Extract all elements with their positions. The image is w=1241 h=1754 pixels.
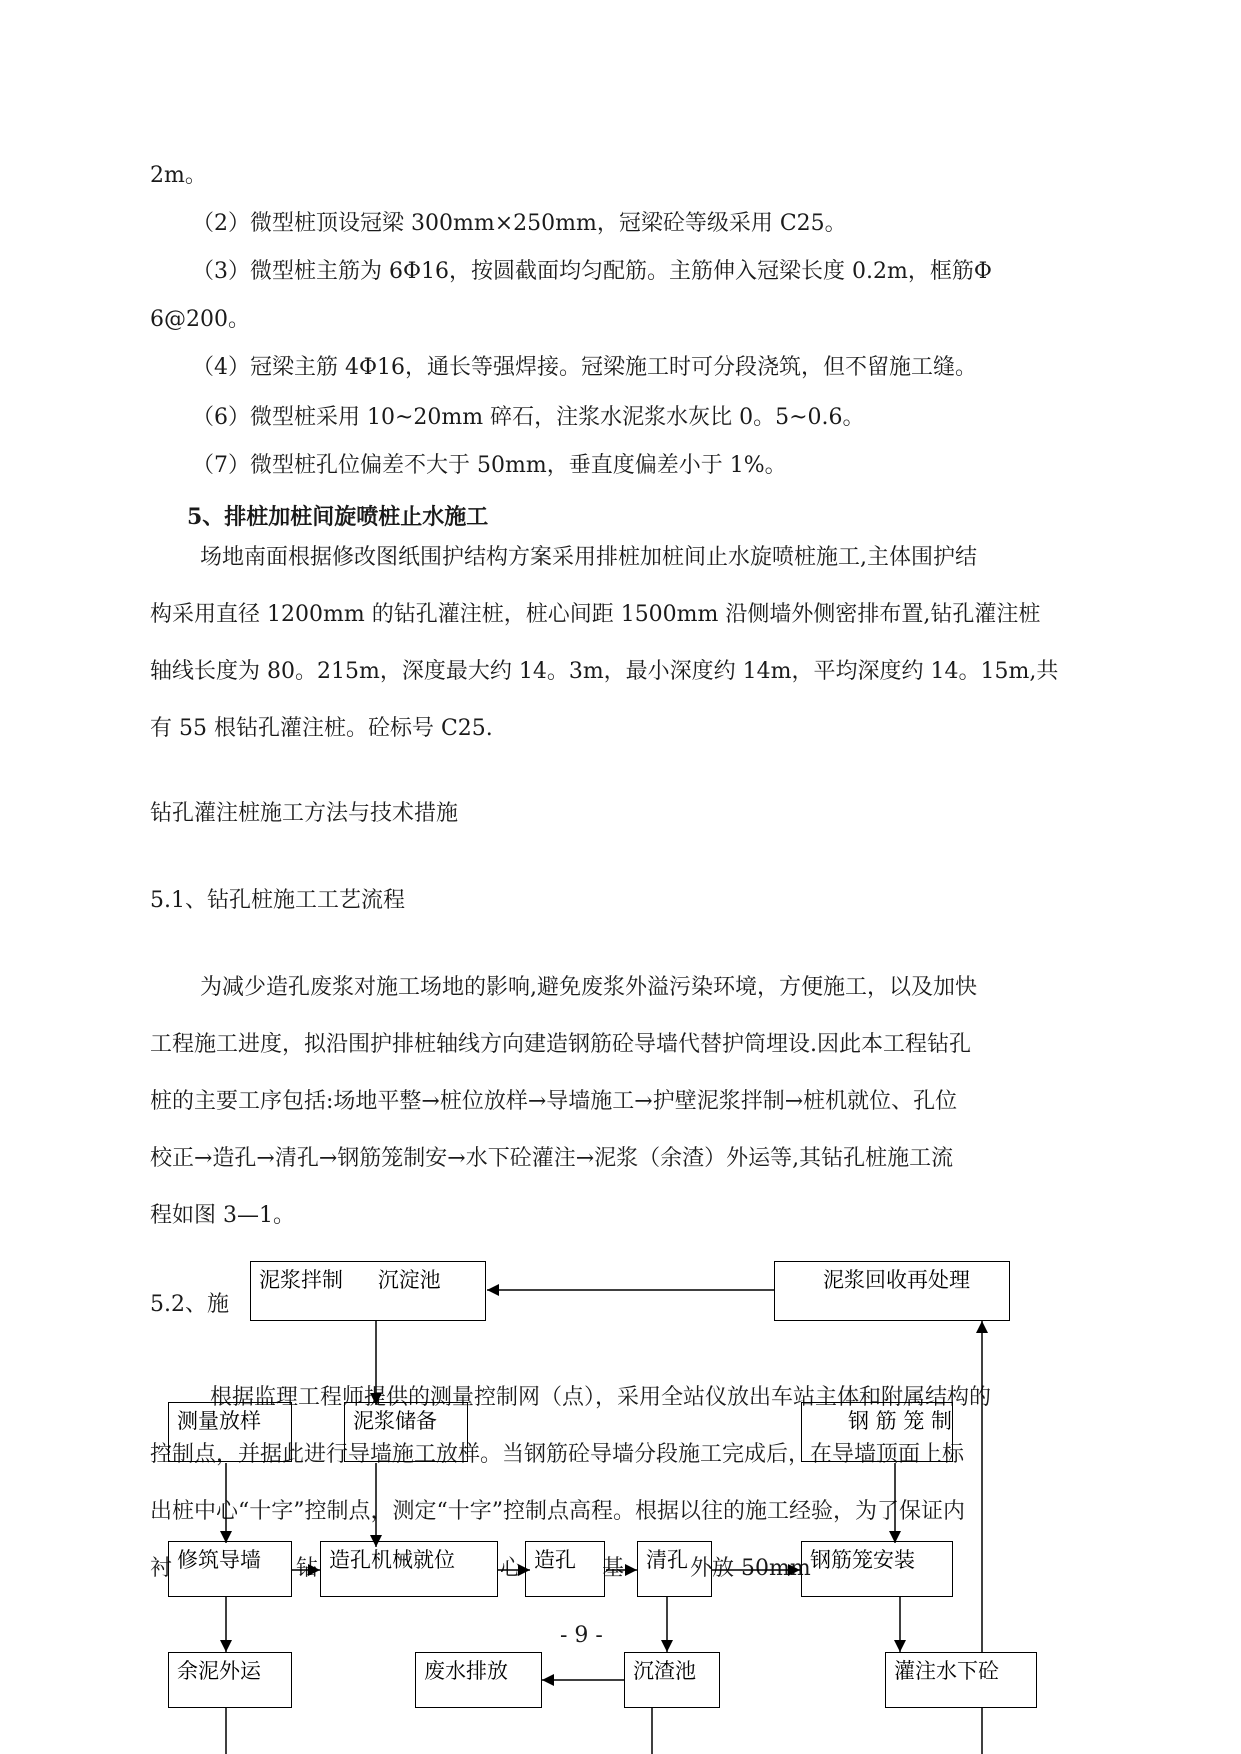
subsection-title: 5.2、施: [150, 1292, 229, 1317]
text-line: 2m。: [150, 163, 207, 188]
paragraph-line: 出桩中心“十字”控制点，测定“十字”控制点高程。根据以往的施工经验，为了保证内: [150, 1499, 965, 1524]
box-spoil-removal: 余泥外运: [168, 1652, 292, 1708]
paragraph-line: 有 55 根钻孔灌注桩。砼标号 C25.: [150, 716, 493, 741]
text-line: （4）冠梁主筋 4Φ16，通长等强焊接。冠梁施工时可分段浇筑，但不留施工缝。: [192, 355, 978, 380]
paragraph-line: 桩的主要工序包括:场地平整→桩位放样→导墙施工→护壁泥浆拌制→桩机就位、孔位: [150, 1089, 958, 1114]
box-boring: 造孔: [525, 1541, 605, 1597]
paragraph-line: 控制点，并据此进行导墙施工放样。当钢筋砼导墙分段施工完成后，在导墙顶面上标: [150, 1442, 965, 1467]
paragraph-line: 程如图 3—1。: [150, 1203, 295, 1228]
paragraph-line: 工程施工进度，拟沿围护排桩轴线方向建造钢筋砼导墙代替护筒埋设.因此本工程钻孔: [150, 1032, 971, 1057]
box-settling-pit: 沉渣池: [624, 1652, 720, 1708]
paragraph-line: 构采用直径 1200mm 的钻孔灌注桩，桩心间距 1500mm 沿侧墙外侧密排布置,钻孔灌注桩: [150, 602, 1041, 627]
text-line: 6@200。: [150, 307, 250, 332]
paragraph-line: 轴线长度为 80。215m，深度最大约 14。3m，最小深度约 14m，平均深度约 14。15m,共: [150, 659, 1059, 684]
paragraph-line: 根据监理工程师提供的测量控制网（点），采用全站仪放出车站主体和附属结构的: [210, 1385, 992, 1410]
section-heading: 5、排桩加桩间旋喷桩止水施工: [187, 504, 489, 530]
box-mud-mixing: 泥浆拌制 沉淀池: [250, 1261, 486, 1321]
paragraph-line: 为减少造孔废浆对施工场地的影响,避免废浆外溢污染环境，方便施工，以及加快: [200, 975, 977, 1000]
subsection-title: 5.1、钻孔桩施工工艺流程: [150, 888, 405, 913]
box-underwater-concrete-pour: 灌注水下砼: [885, 1652, 1037, 1708]
box-rig-positioning: 造孔机械就位: [320, 1541, 498, 1597]
text-line: （6）微型桩采用 10~20mm 碎石，注浆水泥浆水灰比 0。5~0.6。: [192, 405, 865, 430]
subsection-title: 钻孔灌注桩施工方法与技术措施: [150, 801, 459, 826]
box-build-guide-wall: 修筑导墙: [168, 1541, 292, 1597]
paragraph-fragment: 心: [500, 1556, 523, 1581]
text-line: （7）微型桩孔位偏差不大于 50mm，垂直度偏差小于 1%。: [192, 453, 787, 478]
text-line: （2）微型桩顶设冠梁 300mm×250mm，冠梁砼等级采用 C25。: [192, 211, 847, 236]
paragraph-fragment: 衬: [150, 1556, 173, 1581]
box-mud-storage: 泥浆储备: [344, 1402, 468, 1462]
paragraph-fragment: 基: [602, 1556, 625, 1581]
text-line: （3）微型桩主筋为 6Φ16，按圆截面均匀配筋。主筋伸入冠梁长度 0.2m，框筋Φ: [192, 259, 992, 284]
paragraph-line: 场地南面根据修改图纸围护结构方案采用排桩加桩间止水旋喷桩施工,主体围护结: [200, 545, 977, 570]
paragraph-line: 校正→造孔→清孔→钢筋笼制安→水下砼灌注→泥浆（余渣）外运等,其钻孔桩施工流: [150, 1146, 954, 1171]
paragraph-fragment: 钻: [296, 1556, 319, 1581]
box-survey-layout: 测量放样: [168, 1402, 292, 1462]
box-wastewater-discharge: 废水排放: [415, 1652, 542, 1708]
box-mud-recycling: 泥浆回收再处理: [774, 1261, 1010, 1321]
paragraph-fragment: 外放 50mm: [690, 1556, 811, 1581]
box-rebar-cage-fabrication: 钢 筋 笼 制: [801, 1402, 953, 1462]
page-number: - 9 -: [560, 1623, 603, 1648]
box-rebar-cage-install: 钢筋笼安装: [801, 1541, 953, 1597]
box-hole-cleaning: 清孔: [637, 1541, 712, 1597]
